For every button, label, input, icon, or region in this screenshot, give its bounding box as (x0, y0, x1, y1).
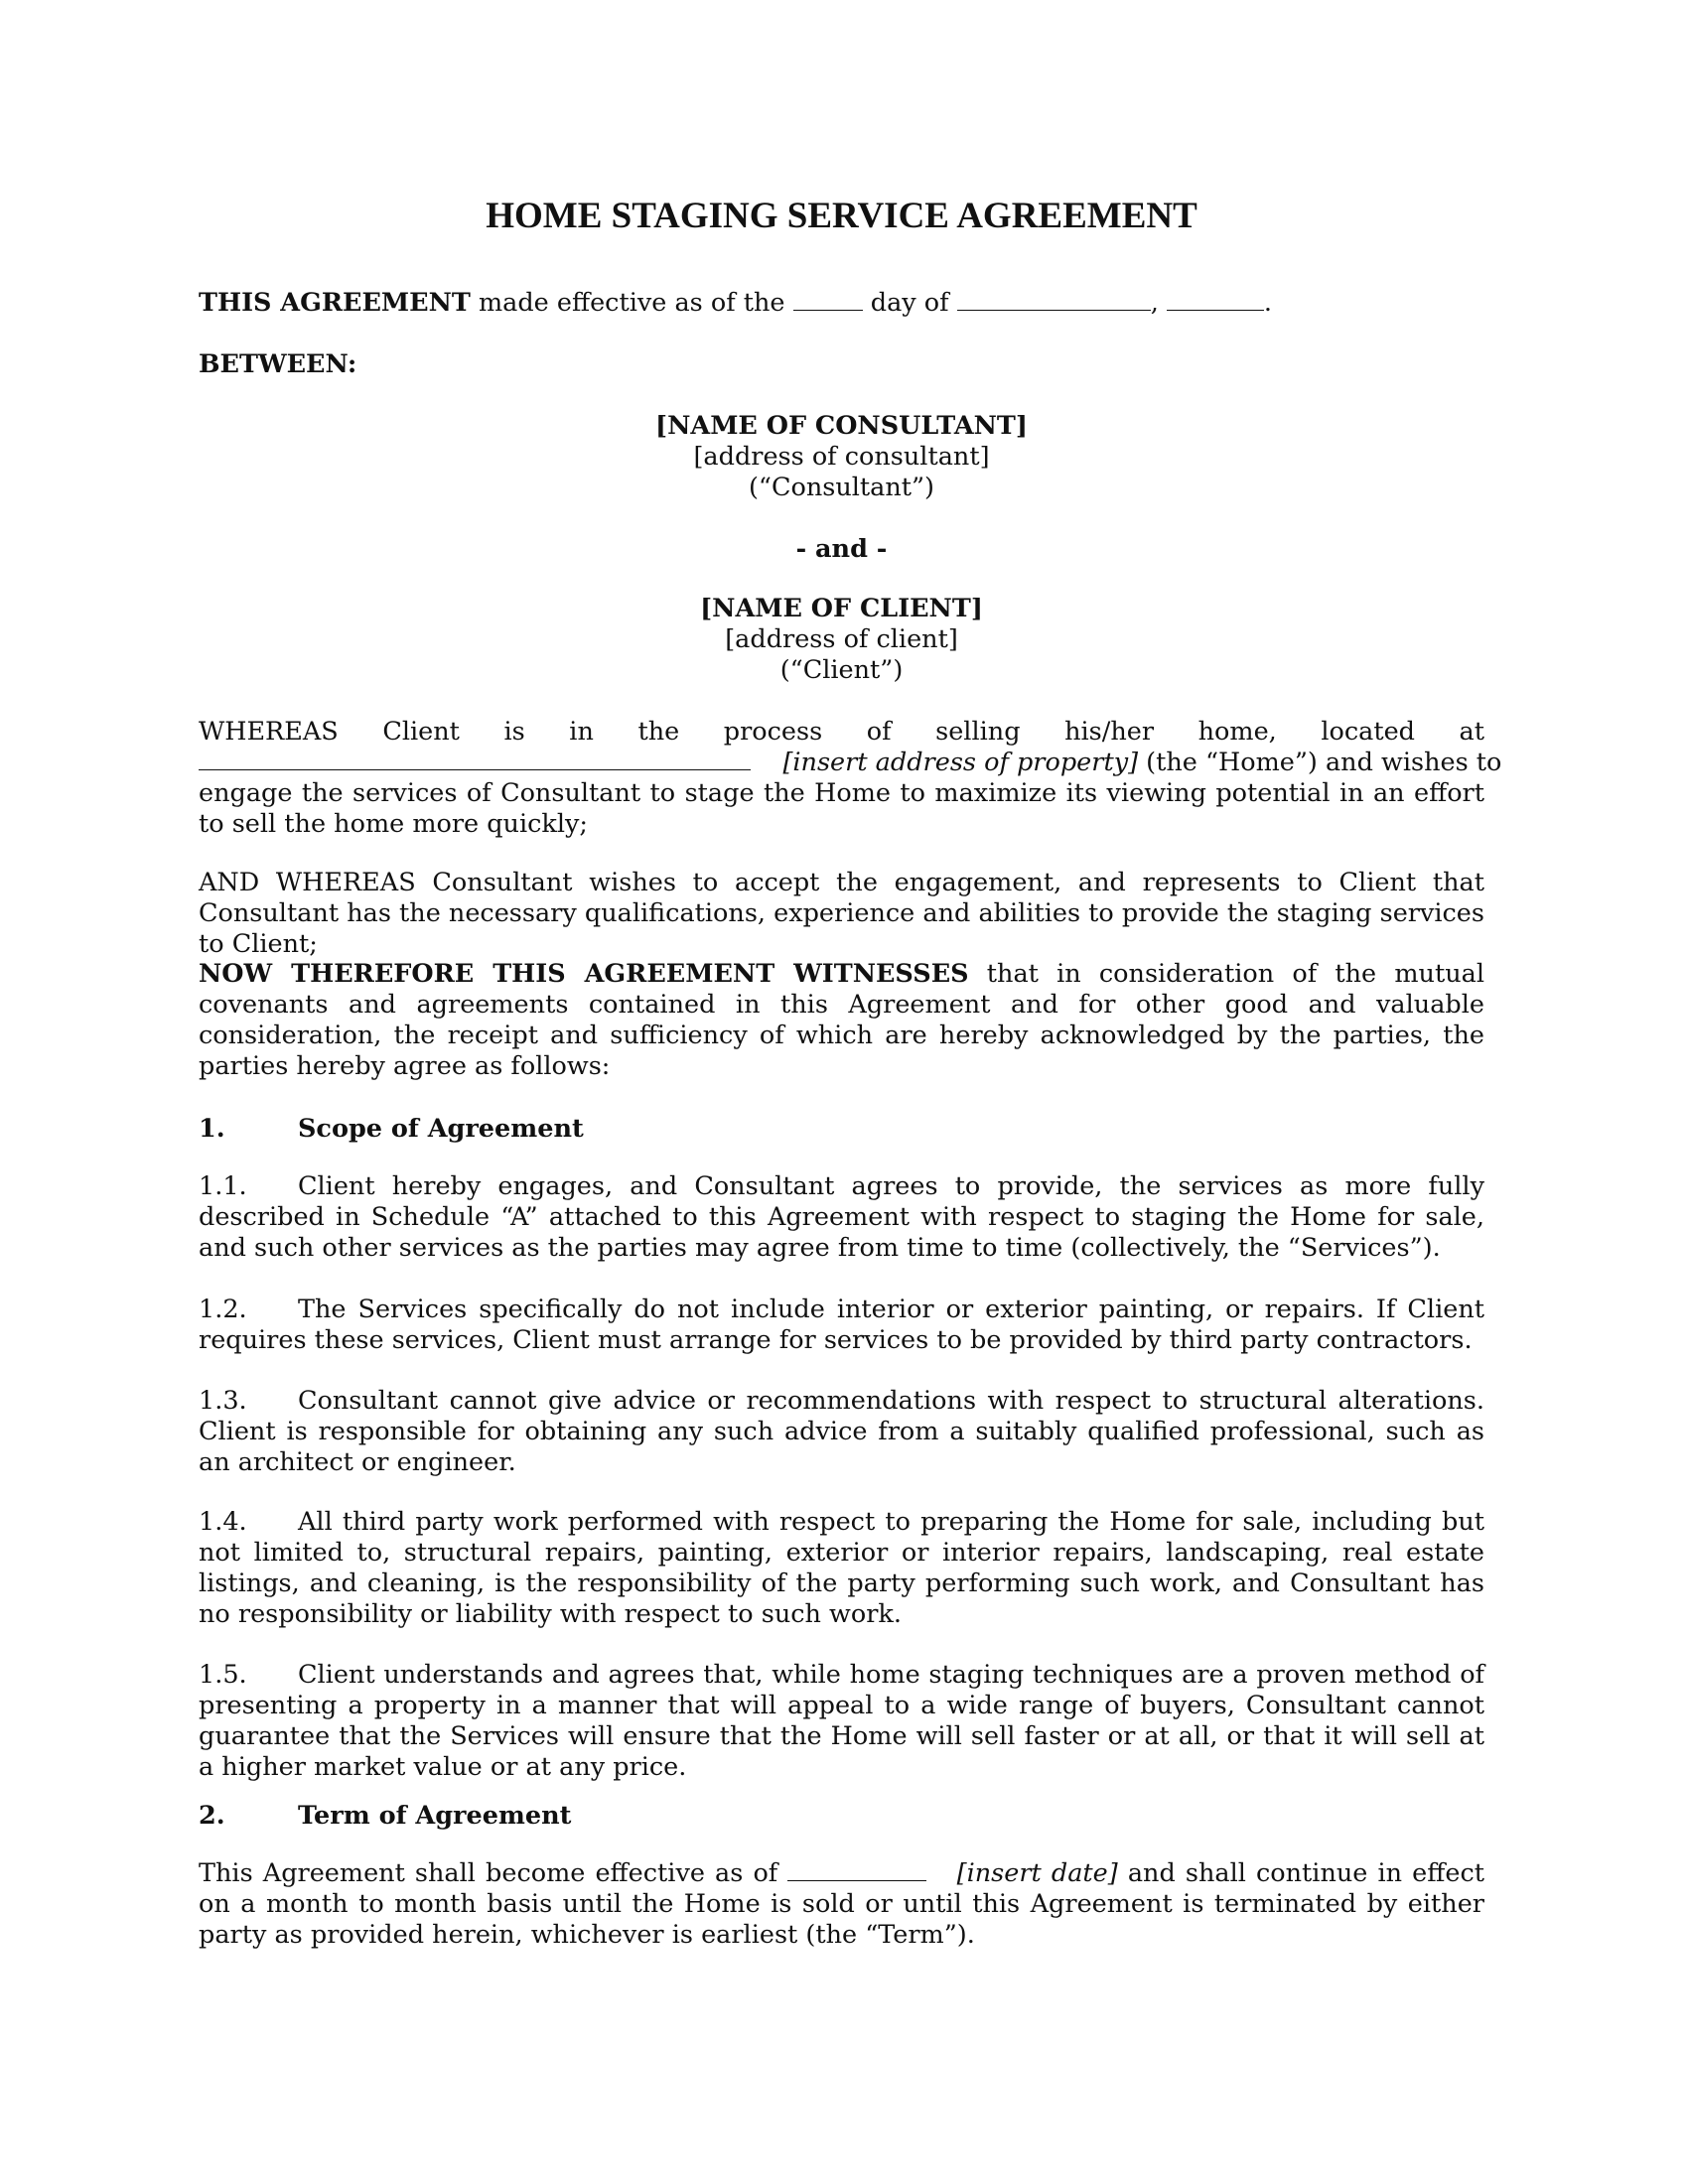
clause-number: 1.5. (199, 1660, 247, 1690)
client-party-block (199, 594, 1484, 686)
clause-1-3 (199, 1386, 1484, 1478)
term-text-1: This Agreement shall become effective as of (199, 1858, 788, 1888)
witnesses-text: that in consideration of the mutual covenants and agreements contained in this Agreement and for other good and valuable consideration, the receipt and sufficiency of which are hereby acknowledged by the parties, the parties hereby agree as follows: (199, 959, 1484, 1081)
section-2-paragraph (199, 1858, 1484, 1951)
clause-1-2 (199, 1295, 1484, 1356)
term-text-2: and shall continue in effect on a month to month basis until the Home is sold or until this Agreement is terminated by either party as provided herein, whichever is earliest (the “Term”). (199, 1858, 1484, 1950)
clause-text: All third party work performed with respect to preparing the Home for sale, including but not limited to, structural repairs, painting, exterior or interior repairs, landscaping, real estate listings, and cleaning, is the responsibility of the party performing such work, and Consultant has no responsibility or liability with respect to such work. (199, 1507, 1484, 1629)
consultant-address: [address of consultant] (693, 442, 990, 472)
whereas-second-line (199, 748, 1502, 778)
section-1-title: Scope of Agreement (298, 1114, 584, 1144)
clause-number: 1.4. (199, 1507, 247, 1537)
clause-1-4 (199, 1507, 1484, 1630)
date-insert-note: [insert date] (956, 1858, 1118, 1888)
whereas-paragraph-2: AND WHEREAS Consultant wishes to accept the engagement, and represents to Client that Consultant has the necessary qualifications, experience and abilities to provide the staging services to Client; (199, 868, 1484, 959)
and-separator: - and - (795, 534, 888, 564)
section-1-heading (199, 1114, 584, 1145)
clause-text: Client understands and agrees that, while home staging techniques are a proven method of presenting a property in a manner that will appeal to a wide range of buyers, Consultant cannot guarantee that the Services will ensure that the Home will sell faster or at all, or that it will sell at a higher market value or at any price. (199, 1660, 1484, 1782)
section-1-number: 1. (199, 1114, 225, 1144)
client-address: [address of client] (725, 624, 958, 654)
whereas-word: home, (1197, 717, 1277, 747)
month-blank (957, 288, 1151, 311)
date-blank (787, 1858, 926, 1881)
clause-text: Consultant cannot give advice or recommendations with respect to structural alterations. Client is responsible for obtaining any such advice from a suitably qualified professional, such as an architect or engineer. (199, 1386, 1484, 1477)
whereas-home-text: (the “Home”) and wishes to (1138, 748, 1502, 777)
clause-number: 1.2. (199, 1295, 247, 1324)
day-blank (793, 288, 863, 311)
clause-text: Client hereby engages, and Consultant agrees to provide, the services as more fully described in Schedule “A” attached to this Agreement with respect to staging the Home for sale, and such other services as the parties may agree from time to time (collectively, the “Services”). (199, 1171, 1484, 1263)
section-2-number: 2. (199, 1801, 225, 1831)
document-page (199, 0, 1502, 2184)
document-title: HOME STAGING SERVICE AGREEMENT (486, 196, 1197, 236)
whereas-word: located (1321, 717, 1415, 747)
clause-1-5 (199, 1660, 1484, 1783)
clause-number: 1.1. (199, 1171, 247, 1201)
effective-text-3: , (1150, 288, 1167, 318)
whereas-first-line (199, 717, 1484, 748)
consultant-name: [NAME OF CONSULTANT] (655, 411, 1028, 441)
address-blank (199, 748, 751, 770)
whereas-word: his/her (1064, 717, 1155, 747)
effective-text-2: day of (862, 288, 957, 318)
witnesses-paragraph (199, 959, 1484, 1082)
section-2-heading (199, 1801, 571, 1832)
consultant-party-block (199, 411, 1484, 503)
whereas-word: Client (382, 717, 460, 747)
clause-number: 1.3. (199, 1386, 247, 1416)
client-name: [NAME OF CLIENT] (700, 594, 983, 623)
consultant-defined-term: (“Consultant”) (748, 473, 935, 502)
between-label: BETWEEN: (199, 349, 357, 379)
effective-text-4: . (1263, 288, 1273, 318)
whereas-word: in (569, 717, 594, 747)
whereas-rest: engage the services of Consultant to stage the Home to maximize its viewing potential in an effort to sell the home more quickly; (199, 778, 1484, 839)
section-2-title: Term of Agreement (298, 1801, 572, 1831)
whereas-word: at (1459, 717, 1484, 747)
address-insert-note: [insert address of property] (782, 748, 1139, 777)
whereas-word: of (866, 717, 892, 747)
effective-date-clause (199, 288, 1484, 319)
effective-text-1: made effective as of the (470, 288, 793, 318)
agreement-lead: THIS AGREEMENT (199, 288, 471, 318)
whereas-word: process (723, 717, 823, 747)
whereas-word: WHEREAS (199, 717, 339, 747)
witnesses-lead: NOW THEREFORE THIS AGREEMENT WITNESSES (199, 959, 969, 989)
whereas-word: selling (935, 717, 1021, 747)
whereas-word: the (637, 717, 680, 747)
whereas-paragraph-1 (199, 717, 1502, 840)
clause-text: The Services specifically do not include interior or exterior painting, or repairs. If Client requires these services, Client must arrange for services to be provided by third party contractors. (199, 1295, 1484, 1355)
year-blank (1167, 288, 1264, 311)
clause-1-1 (199, 1171, 1484, 1264)
client-defined-term: (“Client”) (779, 655, 904, 685)
whereas-word: is (503, 717, 525, 747)
